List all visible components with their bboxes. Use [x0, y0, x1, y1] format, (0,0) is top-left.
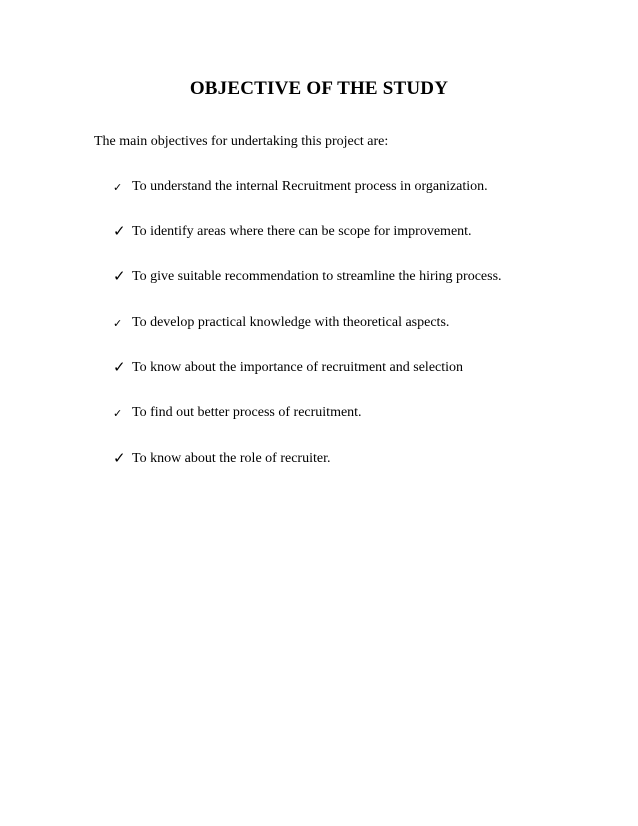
checkmark-icon: ✓: [113, 267, 126, 285]
intro-text: The main objectives for undertaking this project are:: [94, 134, 389, 149]
checkmark-icon: ✓: [113, 449, 126, 467]
objective-text: To develop practical knowledge with theoretical aspects.: [132, 315, 450, 330]
objective-text: To find out better process of recruitment.: [132, 405, 362, 420]
objective-text: To know about the importance of recruitment and selection: [132, 360, 464, 375]
objective-text: To give suitable recommendation to streamline the hiring process.: [132, 269, 502, 284]
checkmark-icon: ✓: [113, 317, 123, 330]
objective-text: To understand the internal Recruitment process in organization.: [132, 179, 488, 194]
checkmark-icon: ✓: [113, 181, 123, 194]
checkmark-icon: ✓: [113, 358, 126, 376]
objective-text: To know about the role of recruiter.: [132, 451, 331, 466]
objective-text: To identify areas where there can be scope for improvement.: [132, 224, 472, 239]
page-title: OBJECTIVE OF THE STUDY: [189, 78, 449, 99]
checkmark-icon: ✓: [113, 407, 123, 420]
checkmark-icon: ✓: [113, 222, 126, 240]
